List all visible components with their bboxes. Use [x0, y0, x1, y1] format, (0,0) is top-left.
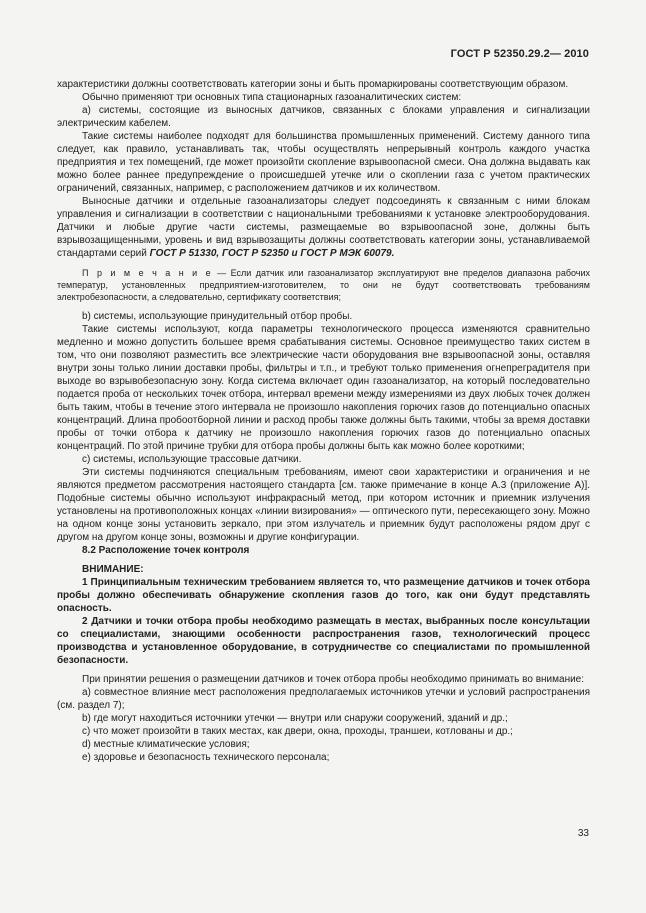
standards-references: ГОСТ Р 51330, ГОСТ Р 52350 и ГОСТ Р МЭК 60079. [149, 248, 395, 259]
note-paragraph [57, 268, 590, 303]
factor-item-e: е) здоровье и безопасность технического персонала; [82, 752, 330, 764]
note-label: П р и м е ч а н и е [82, 268, 213, 278]
paragraph-system-usage: Такие системы наиболее подходят для большинства промышленных применений. Систему данного типа следует, как правило, устанавливать так, чтобы осуществлять непрерывный контроль каждого участка предприятия и тех помещений, где может произойти скопление взрывоопасной смеси. Она должна выдавать как можно более раннее предупреждение о происшедшей утечке или о скоплении газа с учетом практических ограничений, связанных, например, с расположением датчиков и их количеством. [57, 131, 590, 194]
attention-item-2: 2 Датчики и точки отбора пробы необходимо размещать в местах, выбранных после консультации со специалистами, знающими особенности распространения газов, технологический процесс производства и установленное оборудование, в сотрудничестве со специалистами по промышленной безопасности. [57, 616, 590, 667]
paragraph-sampling-details: Такие системы используют, когда параметры технологического процесса изменяются сравнительно медленно и можно допустить большее время срабатывания системы. Основное преимущество таких систем в том, что они позволяют разместить все электрические части оборудования вне взрывоопасной зоны, оставляя внутри зоны только линии доставки пробы, фильтры и т.п., и требуют только применения огнепреградителя при выходе во взрывобезопасную зону. Когда система включает один газоанализатор, на который последовательно подается проба от нескольких точек отбора, интервал времени между измерениями из двух любых точек должен быть таким, чтобы в течение этого интервала не произошло накопления горючих газов до потенциально опасных концентраций. Длина пробоотборной линии и расход пробы также должны быть такими, чтобы за время доставки пробы от точки отбора к датчику не произошло накопления горючих газов до потенциально опасных концентраций. По этой причине трубки для отбора пробы должны быть как можно более короткими; [57, 324, 590, 453]
paragraph-open-path-details: Эти системы подчиняются специальным требованиям, имеют свои характеристики и ограничения и не являются предметом рассмотрения настоящего стандарта [см. также примечание в конце А.3 (приложение А)]. Подобные системы обычно используют инфракрасный метод, при котором источник и приемник излучения установлены на противоположных концах «линии визирования» — оптического пути, пересекающего зону. Можно на одном конце зоны установить зеркало, при этом излучатель и приемник будут расположены рядом друг с другом на другом конце зоны, возможны и другие конфигурации. [57, 467, 590, 544]
factor-item-d: d) местные климатические условия; [82, 739, 250, 751]
paragraph-connection-text: Выносные датчики и отдельные газоанализаторы следует подсоединять к связанным с ними блокам управления и сигнализации в соответствии с национальными требованиями к установке электрооборудования. Датчики и любые другие части системы, размещаемые во взрывоопасной зоне, должны быть взрывозащищенными, уровень и вид взрывозащиты должны соответствовать категории зоны, устанавливаемой стандартами серий [57, 196, 590, 259]
paragraph-connection-requirements [57, 195, 590, 260]
attention-item-1: 1 Принципиальным техническим требованием является то, что размещение датчиков и точек отбора пробы должно обеспечивать обнаружение скопления газов до того, как они будут представлять опасность. [57, 577, 590, 615]
list-item-a-remote-sensors: а) системы, состоящие из выносных датчиков, связанных с блоками управления и сигнализации электрическим кабелем. [57, 105, 590, 129]
factor-item-a: а) совместное влияние мест расположения предполагаемых источников утечки и условий распространения (см. раздел 7); [57, 687, 590, 712]
list-item-b-sampling: b) системы, использующие принудительный отбор пробы. [82, 311, 353, 323]
page-header: ГОСТ Р 52350.29.2— 2010 [450, 48, 589, 60]
list-item-c-open-path: с) системы, использующие трассовые датчики. [82, 454, 302, 466]
page-number: 33 [577, 828, 589, 839]
paragraph-intro-systems: Обычно применяют три основных типа стационарных газоаналитических систем: [82, 92, 462, 103]
paragraph-continuation: характеристики должны соответствовать категории зоны и быть промаркированы соответствующим образом. [57, 79, 569, 90]
attention-heading: ВНИМАНИЕ: [82, 564, 144, 576]
paragraph-placement-factors: При принятии решения о размещении датчиков и точек отбора пробы необходимо принимать во внимание: [82, 674, 585, 686]
section-heading-8-2: 8.2 Расположение точек контроля [82, 545, 250, 557]
page-body [57, 78, 590, 764]
factor-item-c: с) что может произойти в таких местах, как двери, окна, проходы, траншеи, котлованы и др.; [82, 726, 513, 738]
note-text: — Если датчик или газоанализатор эксплуатируют вне пределов диапазона рабочих температур, установленных предприятием-изготовителем, то они не будут соответствовать требованиям электробезопасности, а следовательно, сертификату соответствия; [57, 268, 591, 302]
factor-item-b: b) где могут находиться источники утечки — внутри или снаружи сооружений, зданий и др.; [82, 713, 508, 725]
